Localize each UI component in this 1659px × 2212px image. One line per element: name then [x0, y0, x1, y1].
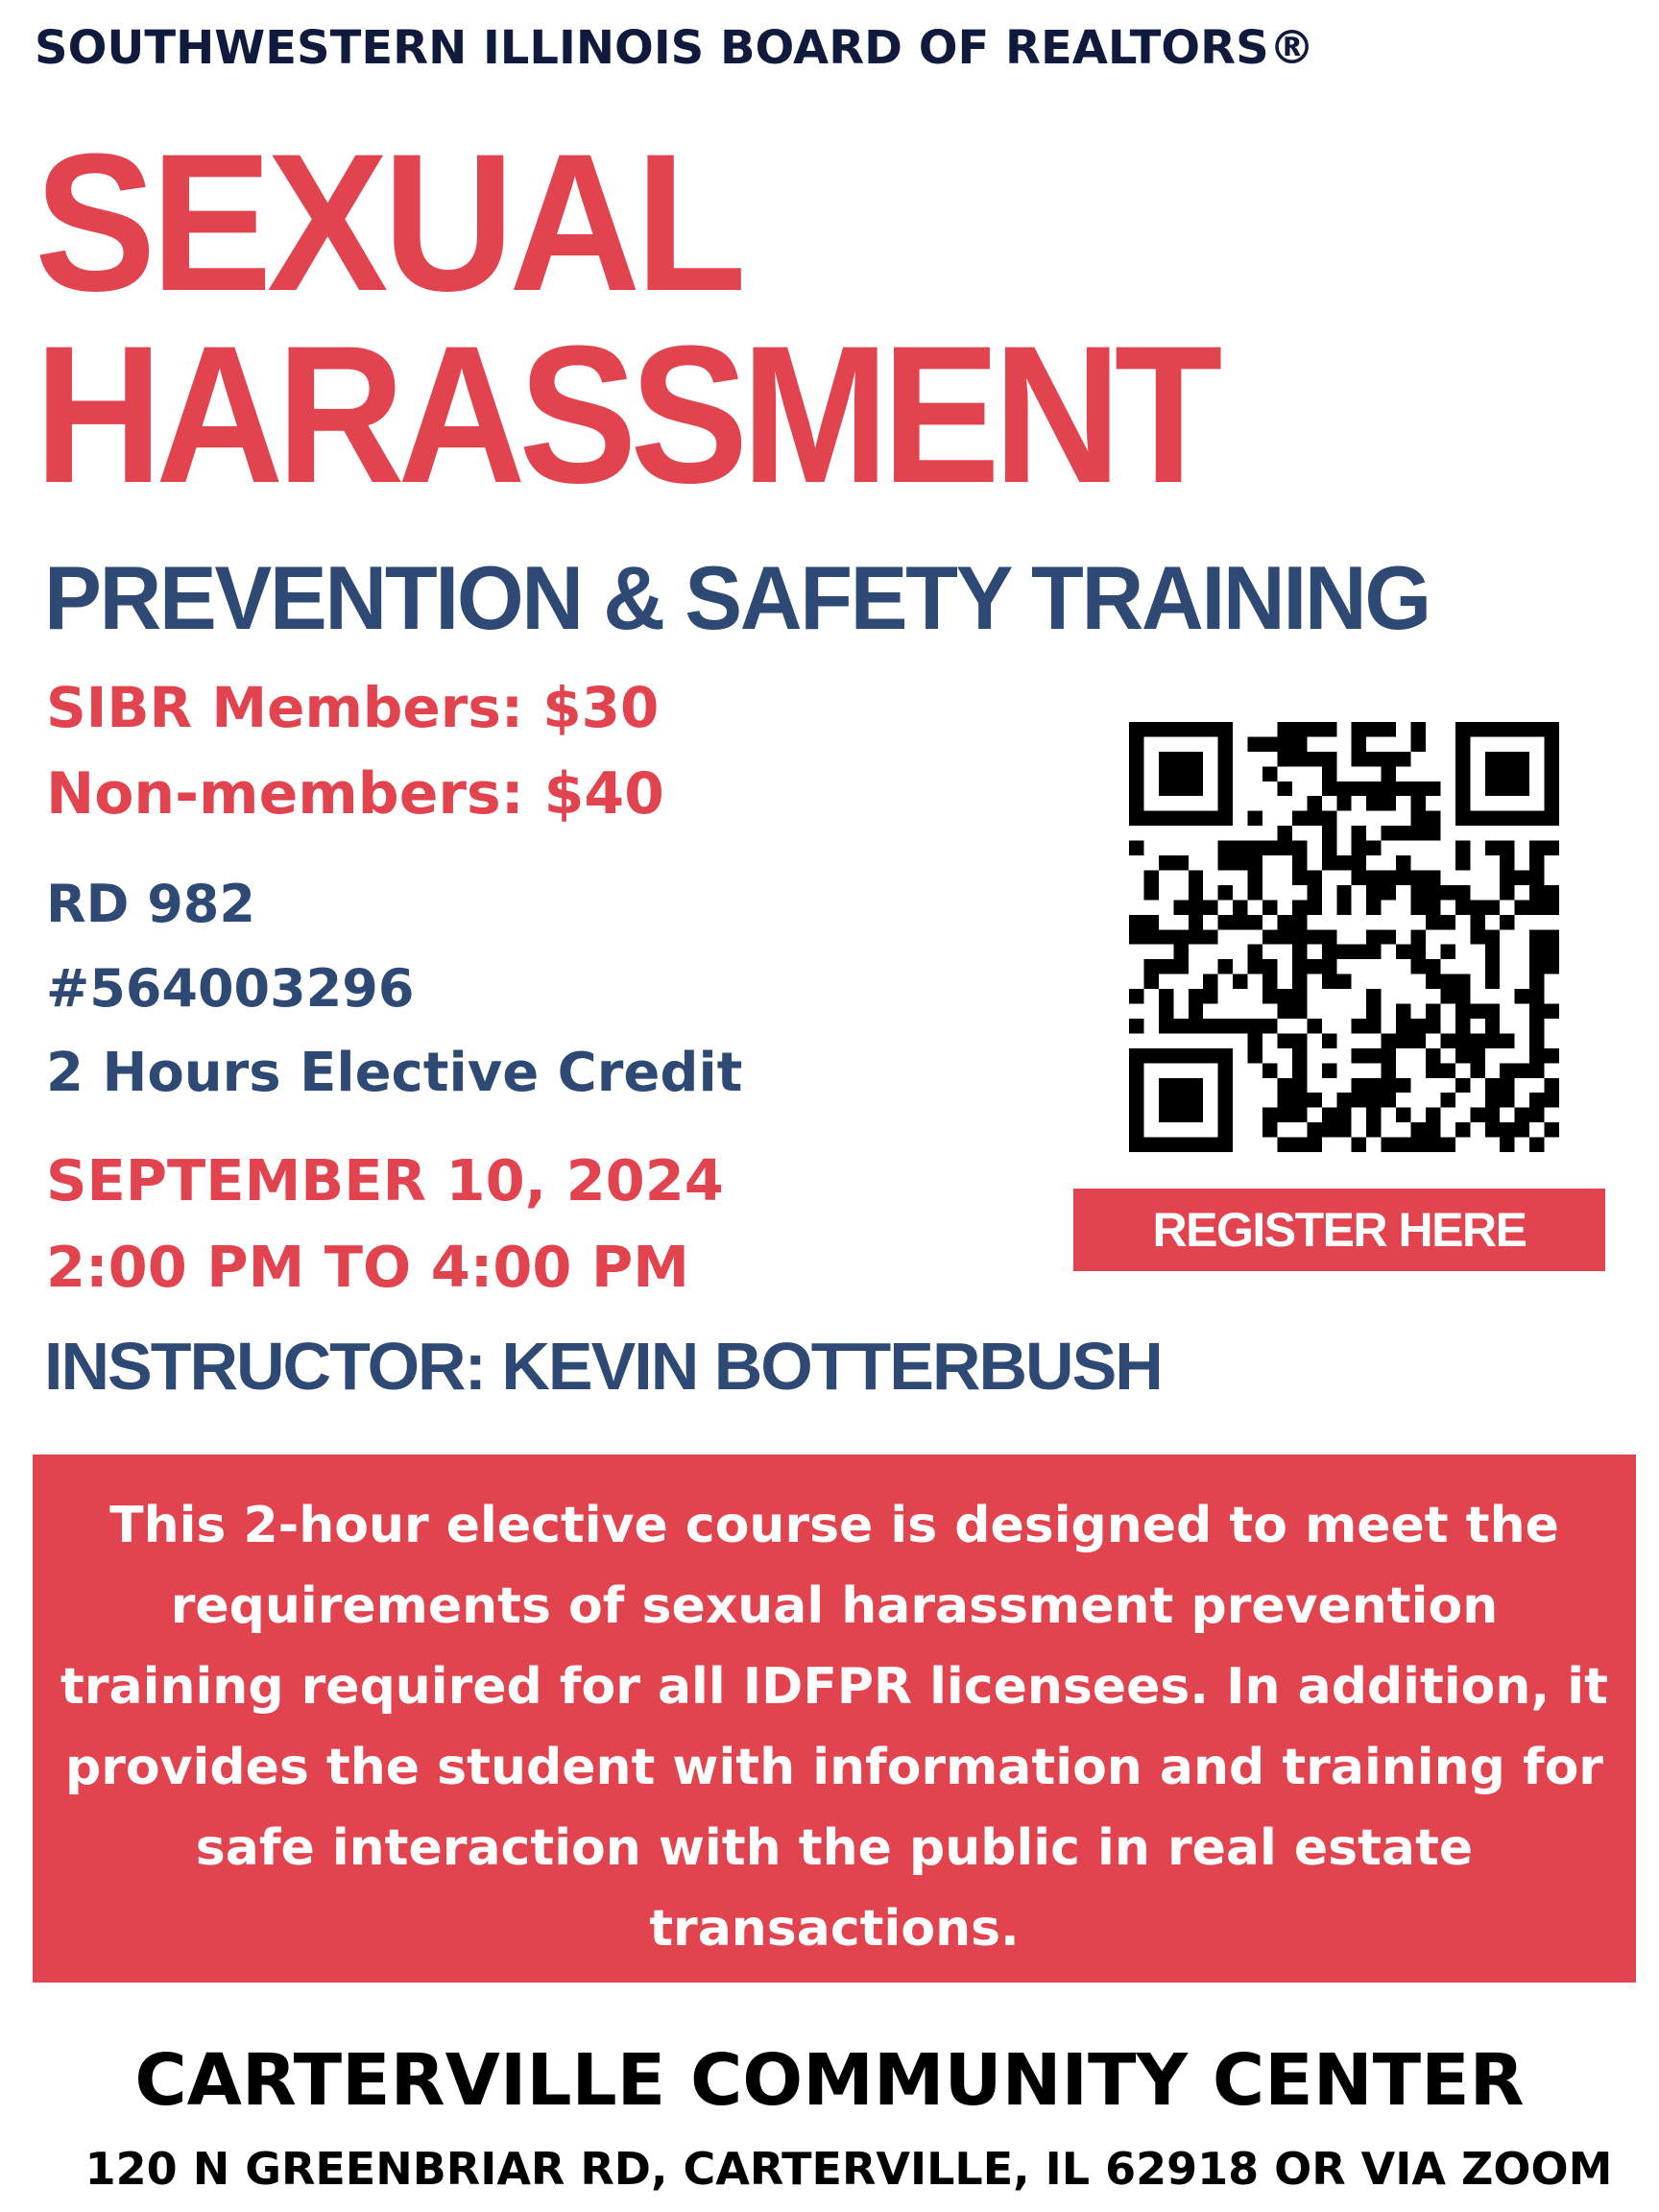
course-number: #564003296: [46, 958, 415, 1019]
event-time: 2:00 PM TO 4:00 PM: [46, 1234, 689, 1300]
title-line-2: HARASSMENT: [35, 305, 1216, 524]
venue-name: CARTERVILLE COMMUNITY CENTER: [134, 2039, 1525, 2122]
course-rd: RD 982: [46, 874, 255, 934]
register-button[interactable]: REGISTER HERE: [1073, 1189, 1605, 1271]
event-date: SEPTEMBER 10, 2024: [46, 1147, 724, 1214]
member-price: SIBR Members: $30: [46, 675, 660, 740]
course-description: This 2-hour elective course is designed to meet the requirements of sexual harassment prevention training required for all IDFPR licensees. In addition, it provides the student with information and training for safe interaction with the public in real estate transactions.: [60, 1497, 1608, 1958]
instructor-name: INSTRUCTOR: KEVIN BOTTERBUSH: [44, 1329, 1162, 1404]
course-credit: 2 Hours Elective Credit: [46, 1042, 743, 1104]
organization-name: SOUTHWESTERN ILLINOIS BOARD OF REALTORS®: [35, 21, 1315, 75]
subtitle: PREVENTION & SAFETY TRAINING: [44, 547, 1430, 648]
qr-code-icon[interactable]: [1129, 722, 1559, 1152]
title-line-1: SEXUAL: [35, 113, 742, 332]
description-box: [33, 1455, 1636, 1983]
non-member-price: Non-members: $40: [46, 760, 664, 828]
venue-address: 120 N GREENBRIAR RD, CARTERVILLE, IL 62918 OR VIA ZOOM: [84, 2143, 1613, 2195]
